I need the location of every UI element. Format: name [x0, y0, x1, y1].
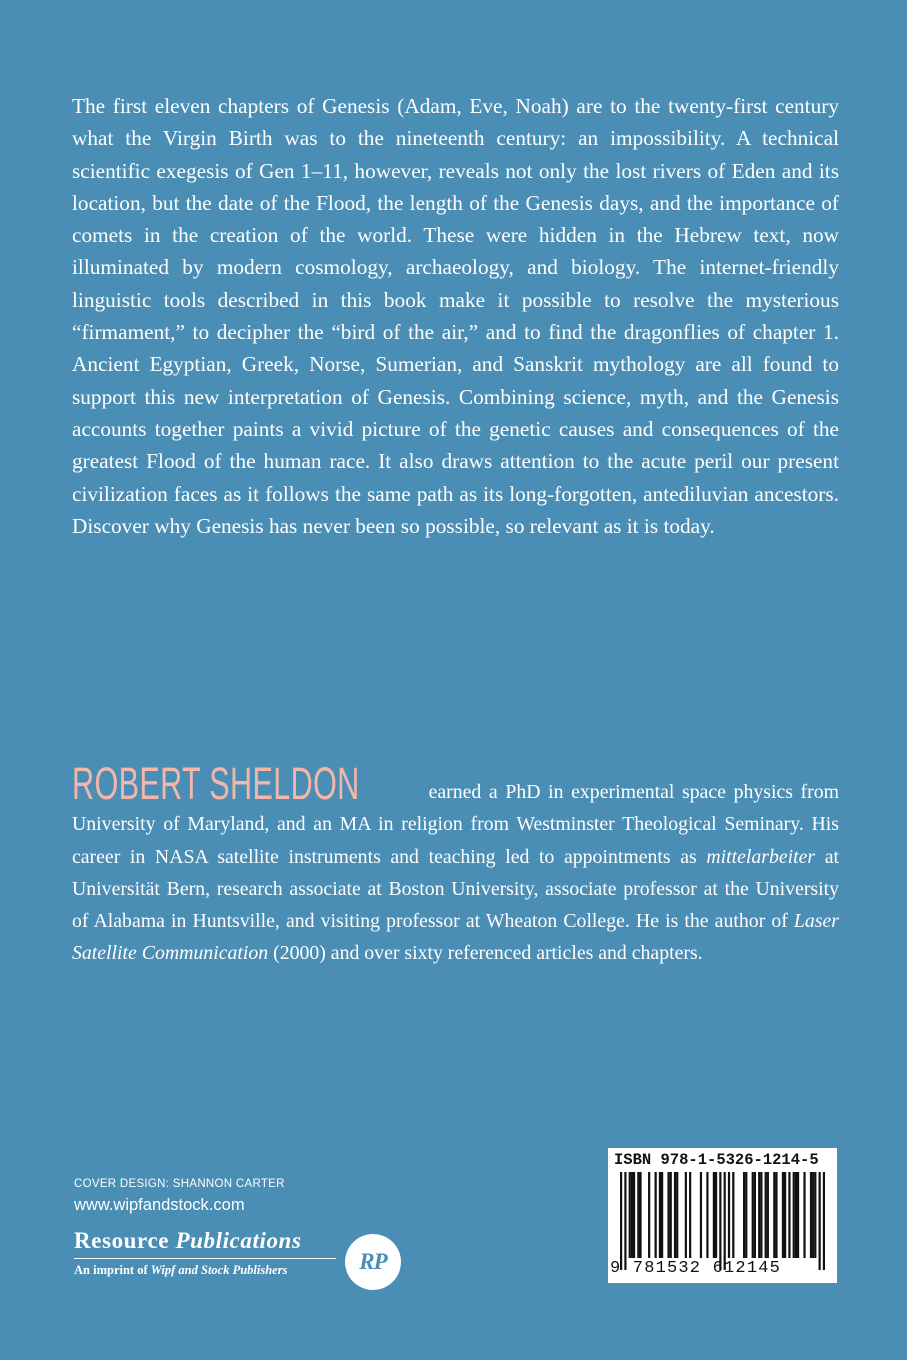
barcode-bar [633, 1172, 635, 1258]
barcode-bar [823, 1172, 825, 1270]
barcode-bar [803, 1172, 805, 1258]
barcode-bar [629, 1172, 631, 1258]
barcode-bar [743, 1172, 745, 1258]
bio-text-1: earned a PhD in experimental space physics from University of Maryland, and an MA in religion from Westminster Theological Seminary. His career in NASA satellite instruments and teaching led to appointments as [72, 781, 839, 868]
barcode-bar [631, 1172, 633, 1258]
barcode-bar [793, 1172, 795, 1258]
barcode-bar [784, 1172, 786, 1258]
barcode-bar [765, 1172, 767, 1258]
publisher-logo-text: RP [359, 1249, 387, 1274]
barcode-bar [819, 1172, 821, 1270]
barcode-bar [620, 1172, 622, 1270]
barcode-bar [760, 1172, 762, 1258]
bio-text-3: (2000) and over sixty referenced articles and chapters. [268, 942, 703, 965]
barcode-bar [667, 1172, 669, 1258]
author-bio [72, 758, 839, 970]
barcode-bar [648, 1172, 650, 1258]
publisher-name-italic: Publications [175, 1228, 302, 1253]
barcode-bar [724, 1172, 726, 1270]
imprint-prefix: An imprint of [74, 1263, 148, 1277]
ean-digits: 9 781532 612145 [610, 1259, 782, 1278]
barcode-bar [639, 1172, 641, 1258]
publisher-website[interactable]: www.wipfandstock.com [74, 1196, 245, 1214]
barcode-bar [814, 1172, 816, 1258]
barcode-bar [715, 1172, 717, 1258]
publisher-divider [74, 1258, 336, 1259]
imprint-line [74, 1263, 287, 1278]
barcode-bar [655, 1172, 657, 1258]
barcode-bar [624, 1172, 626, 1270]
bio-text-2: at Universität Bern, research associate at Boston University, associate professor at the University of Alabama in Huntsville, and visiting professor at Wheaton College. He is the author of [72, 845, 839, 933]
barcode-bar [782, 1172, 784, 1258]
imprint-name: Wipf and Stock Publishers [150, 1263, 288, 1277]
barcode-bar [797, 1172, 799, 1258]
barcode-bar [637, 1172, 639, 1258]
barcode-bar [810, 1172, 812, 1258]
barcode-bar [752, 1172, 754, 1258]
barcode-bar [685, 1172, 687, 1258]
publisher-logo [345, 1234, 401, 1290]
barcode-bar [788, 1172, 790, 1258]
barcode-bar [661, 1172, 663, 1258]
barcode-bar [706, 1172, 708, 1258]
barcode-bar [775, 1172, 777, 1258]
publisher-name [74, 1228, 302, 1254]
barcode-bar [676, 1172, 678, 1258]
barcode-bar [773, 1172, 775, 1258]
barcode-bar [745, 1172, 747, 1258]
isbn-barcode [608, 1148, 837, 1283]
barcode-bar [713, 1172, 715, 1258]
barcode-bar [670, 1172, 672, 1258]
barcode-bar [758, 1172, 760, 1258]
cover-design-credit: COVER DESIGN: SHANNON CARTER [74, 1178, 285, 1190]
bio-emphasis-1: mittelarbeiter [706, 845, 816, 868]
barcode-bar [732, 1172, 734, 1258]
barcode-bars [620, 1172, 825, 1270]
barcode-bar [812, 1172, 814, 1258]
book-description: The first eleven chapters of Genesis (Adam, Eve, Noah) are to the twenty-first century what the Virgin Birth was to the nineteenth century: an impossibility. A technical scientific exegesis of Gen 1–11, however, reveals not only the lost rivers of Eden and its location, but the date of the Flood, the length of the Genesis days, and the importance of comets in the creation of the world. These were hidden in the Hebrew text, now illuminated by modern cosmology, archaeology, and biology. The internet-friendly linguistic tools described in this book make it possible to resolve the mysterious “firmament,” to decipher the “bird of the air,” and to find the dragonflies of chapter 1. Ancient Egyptian, Greek, Norse, Sumerian, and Sanskrit mythology are all found to support this new interpretation of Genesis. Combining science, myth, and the Genesis accounts together paints a vivid picture of the genetic causes and consequences of the greatest Flood of the human race. It also draws attention to the acute peril our present civilization faces as it follows the same path as its long-forgotten, antediluvian ancestors. Discover why Genesis has never been so possible, so relevant as it is today. [72, 94, 839, 538]
barcode-bar [767, 1172, 769, 1258]
barcode-bar [754, 1172, 756, 1258]
barcode-bar [674, 1172, 676, 1258]
barcode-bar [700, 1172, 702, 1258]
barcode-bar [728, 1172, 730, 1258]
isbn-label: ISBN 978-1-5326-1214-5 [614, 1151, 819, 1169]
barcode-bar [689, 1172, 691, 1258]
barcode-bar [719, 1172, 721, 1270]
publisher-name-roman: Resource [74, 1228, 170, 1253]
barcode-bar [659, 1172, 661, 1258]
barcode-bar [795, 1172, 797, 1258]
bio-emphasis-2: Laser Satellite Communication [72, 910, 839, 965]
author-name: ROBERT SHELDON [72, 758, 360, 809]
